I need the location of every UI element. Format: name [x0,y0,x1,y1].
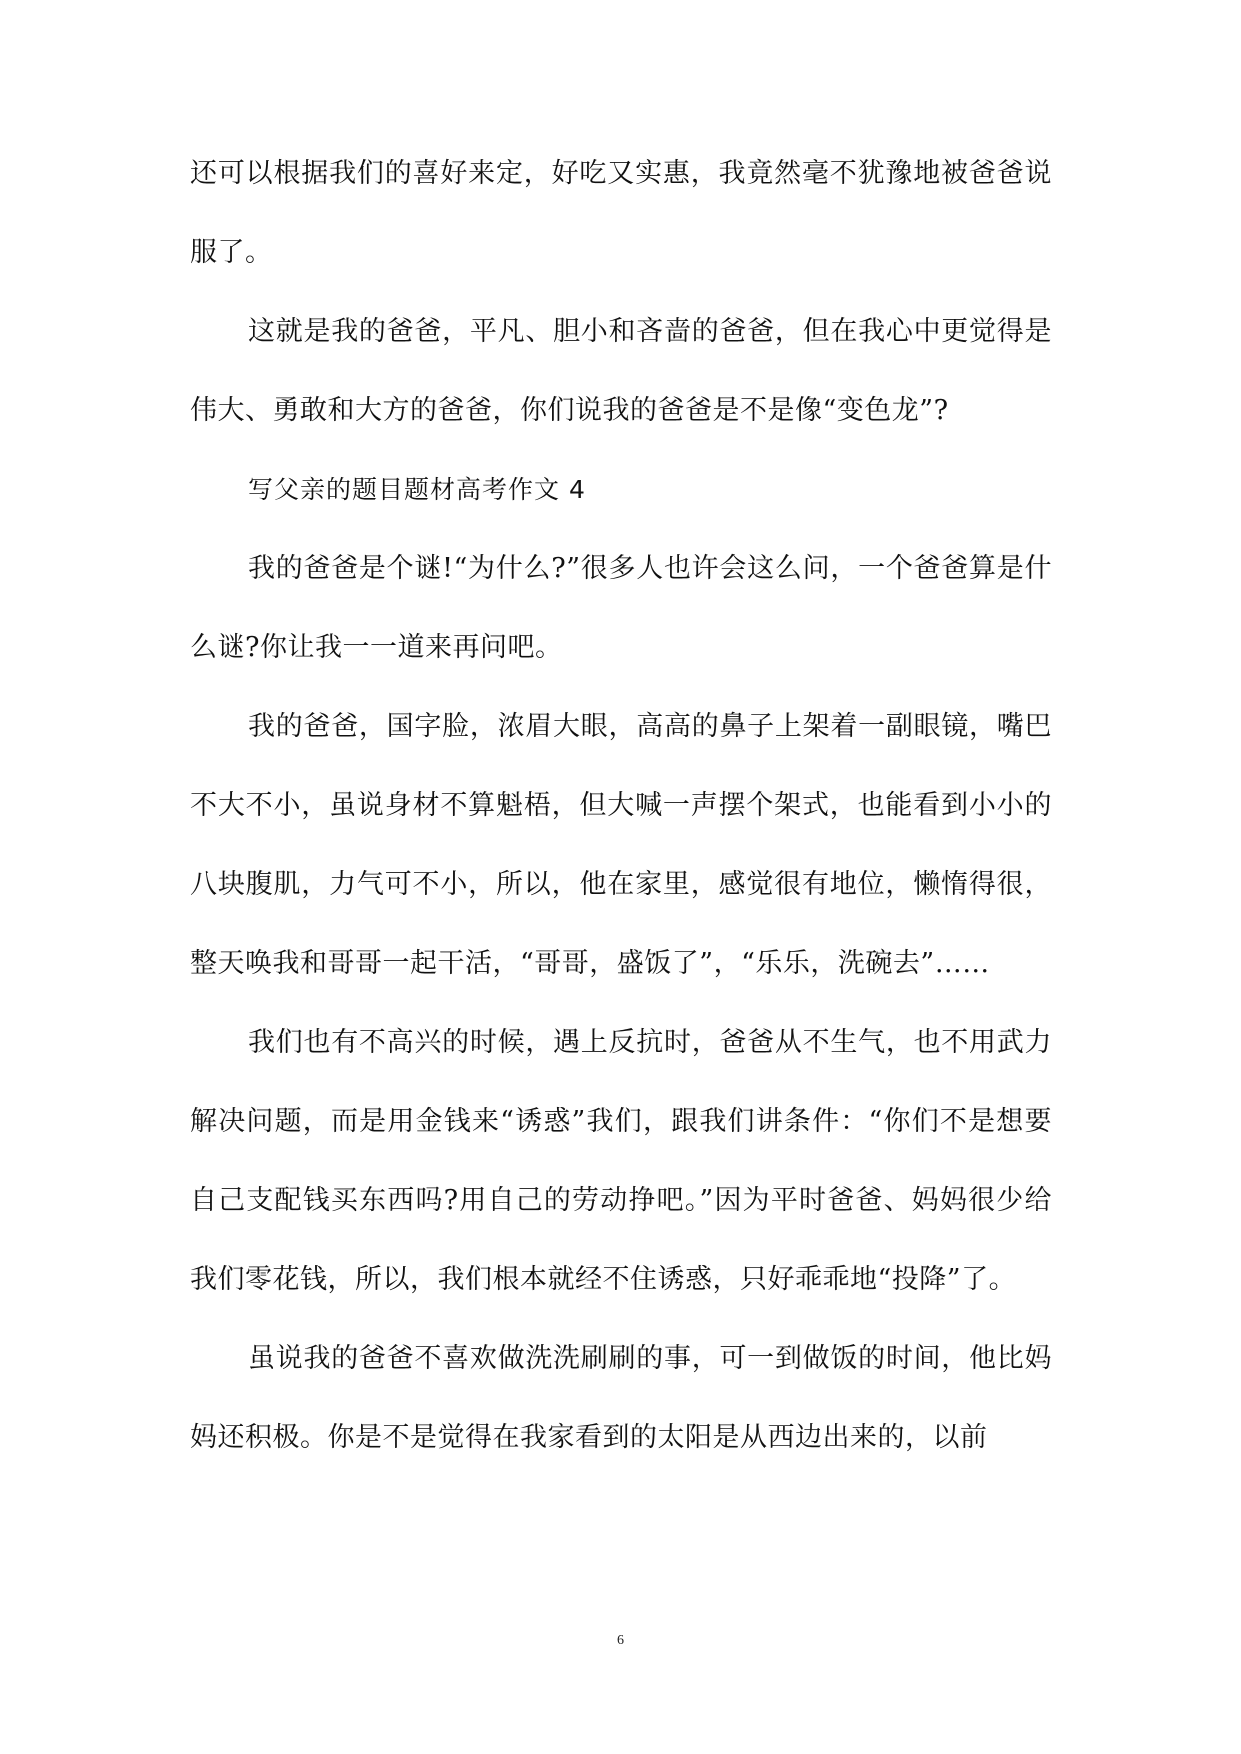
paragraph: 我的爸爸是个谜!“为什么?”很多人也许会这么问，一个爸爸算是什么谜?你让我一一道来再问吧。 [190,553,1052,663]
document-body [190,134,1052,1477]
page-number: 6 [617,1633,624,1648]
paragraph: 我的爸爸，国字脸，浓眉大眼，高高的鼻子上架着一副眼镜，嘴巴不大不小，虽说身材不算魁梧，但大喊一声摆个架式，也能看到小小的八块腹肌，力气可不小，所以，他在家里，感觉很有地位，懒惰得很，整天唤我和哥哥一起干活，“哥哥，盛饭了”，“乐乐，洗碗去”…… [190,711,1052,979]
paragraph: 我们也有不高兴的时候，遇上反抗时，爸爸从不生气，也不用武力解决问题，而是用金钱来“诱惑”我们，跟我们讲条件：“你们不是想要自己支配钱买东西吗?用自己的劳动挣吧。”因为平时爸爸、妈妈很少给我们零花钱，所以，我们根本就经不住诱惑，只好乖乖地“投降”了。 [190,1027,1052,1295]
paragraph: 虽说我的爸爸不喜欢做洗洗刷刷的事，可一到做饭的时间，他比妈妈还积极。你是不是觉得在我家看到的太阳是从西边出来的，以前 [190,1343,1052,1453]
paragraph: 这就是我的爸爸，平凡、胆小和吝啬的爸爸，但在我心中更觉得是伟大、勇敢和大方的爸爸，你们说我的爸爸是不是像“变色龙”? [190,316,1052,426]
section-heading: 写父亲的题目题材高考作文 4 [248,475,586,504]
paragraph-continuation: 还可以根据我们的喜好来定，好吃又实惠，我竟然毫不犹豫地被爸爸说服了。 [190,158,1052,268]
